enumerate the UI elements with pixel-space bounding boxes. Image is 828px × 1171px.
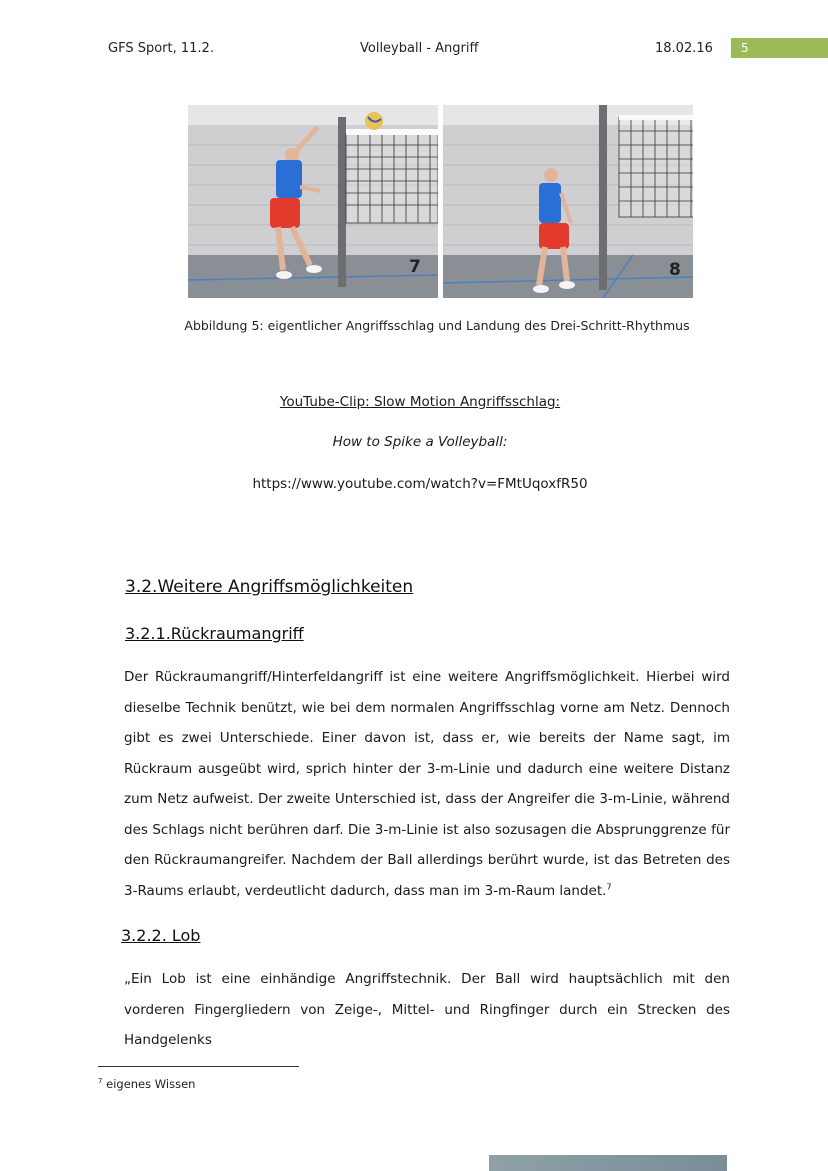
footnote-number: 7 (98, 1077, 103, 1086)
section-heading-3-2-1: 3.2.1.Rückraumangriff (125, 624, 304, 643)
photo-8-number: 8 (669, 260, 681, 280)
header-doc-title: GFS Sport, 11.2. (108, 41, 214, 56)
paragraph-rueckraumangriff (124, 662, 730, 906)
photo-spike-jump (188, 105, 438, 298)
paragraph-lob: „Ein Lob ist eine einhändige Angriffstechnik. Der Ball wird hauptsächlich mit den vorderen Fingergliedern von Zeige-, Mittel- und Ringfinger durch ein Strecken des Handgelenks (124, 971, 730, 1048)
figure-caption: Abbildung 5: eigentlicher Angriffsschlag und Landung des Drei-Schritt-Rhythmus (184, 318, 690, 333)
youtube-clip-url[interactable]: https://www.youtube.com/watch?v=FMtUqoxfR50 (252, 476, 588, 492)
paragraph-rueckraumangriff-text: Der Rückraumangriff/Hinterfeldangriff ist eine weitere Angriffsmöglichkeit. Hierbei wird dieselbe Technik benützt, wie bei dem normalen Angriffsschlag vorne am Netz. Dennoch gibt es zwei Unterschiede. Einer davon ist, dass er, wie bereits der Name sagt, im Rückraum ausgeübt wird, sprich hinter der 3-m-Linie und dadurch eine weitere Distanz zum Netz aufweist. Der zweite Unterschied ist, dass der Angreifer die 3-m-Linie, während des Schlags nicht berühren darf. Die 3-m-Linie ist also sozusagen die Absprunggrenze für den Rückraumangreifer. Nachdem der Ball allerdings berührt wurde, ist das Betreten des 3-Raums erlaubt, verdeutlicht dadurch, dass man im 3-m-Raum landet. (124, 669, 730, 899)
footnote-text: eigenes Wissen (106, 1077, 196, 1091)
youtube-clip-subtitle: How to Spike a Volleyball: (332, 434, 508, 450)
youtube-clip-label[interactable]: YouTube-Clip: Slow Motion Angriffsschlag: (279, 394, 561, 410)
header-topic: Volleyball - Angriff (360, 41, 479, 56)
footnote-separator (98, 1066, 299, 1067)
footnote-ref-7[interactable]: 7 (606, 882, 612, 891)
footnote-7 (98, 1077, 195, 1091)
section-heading-3-2-2: 3.2.2. Lob (121, 926, 201, 945)
footer-decoration-bar (489, 1155, 727, 1171)
photo-landing (443, 105, 693, 298)
page-number-badge: 5 (731, 38, 828, 58)
photo-7-number: 7 (409, 257, 421, 277)
header-date: 18.02.16 (655, 41, 713, 56)
section-heading-3-2: 3.2.Weitere Angriffsmöglichkeiten (125, 577, 414, 597)
